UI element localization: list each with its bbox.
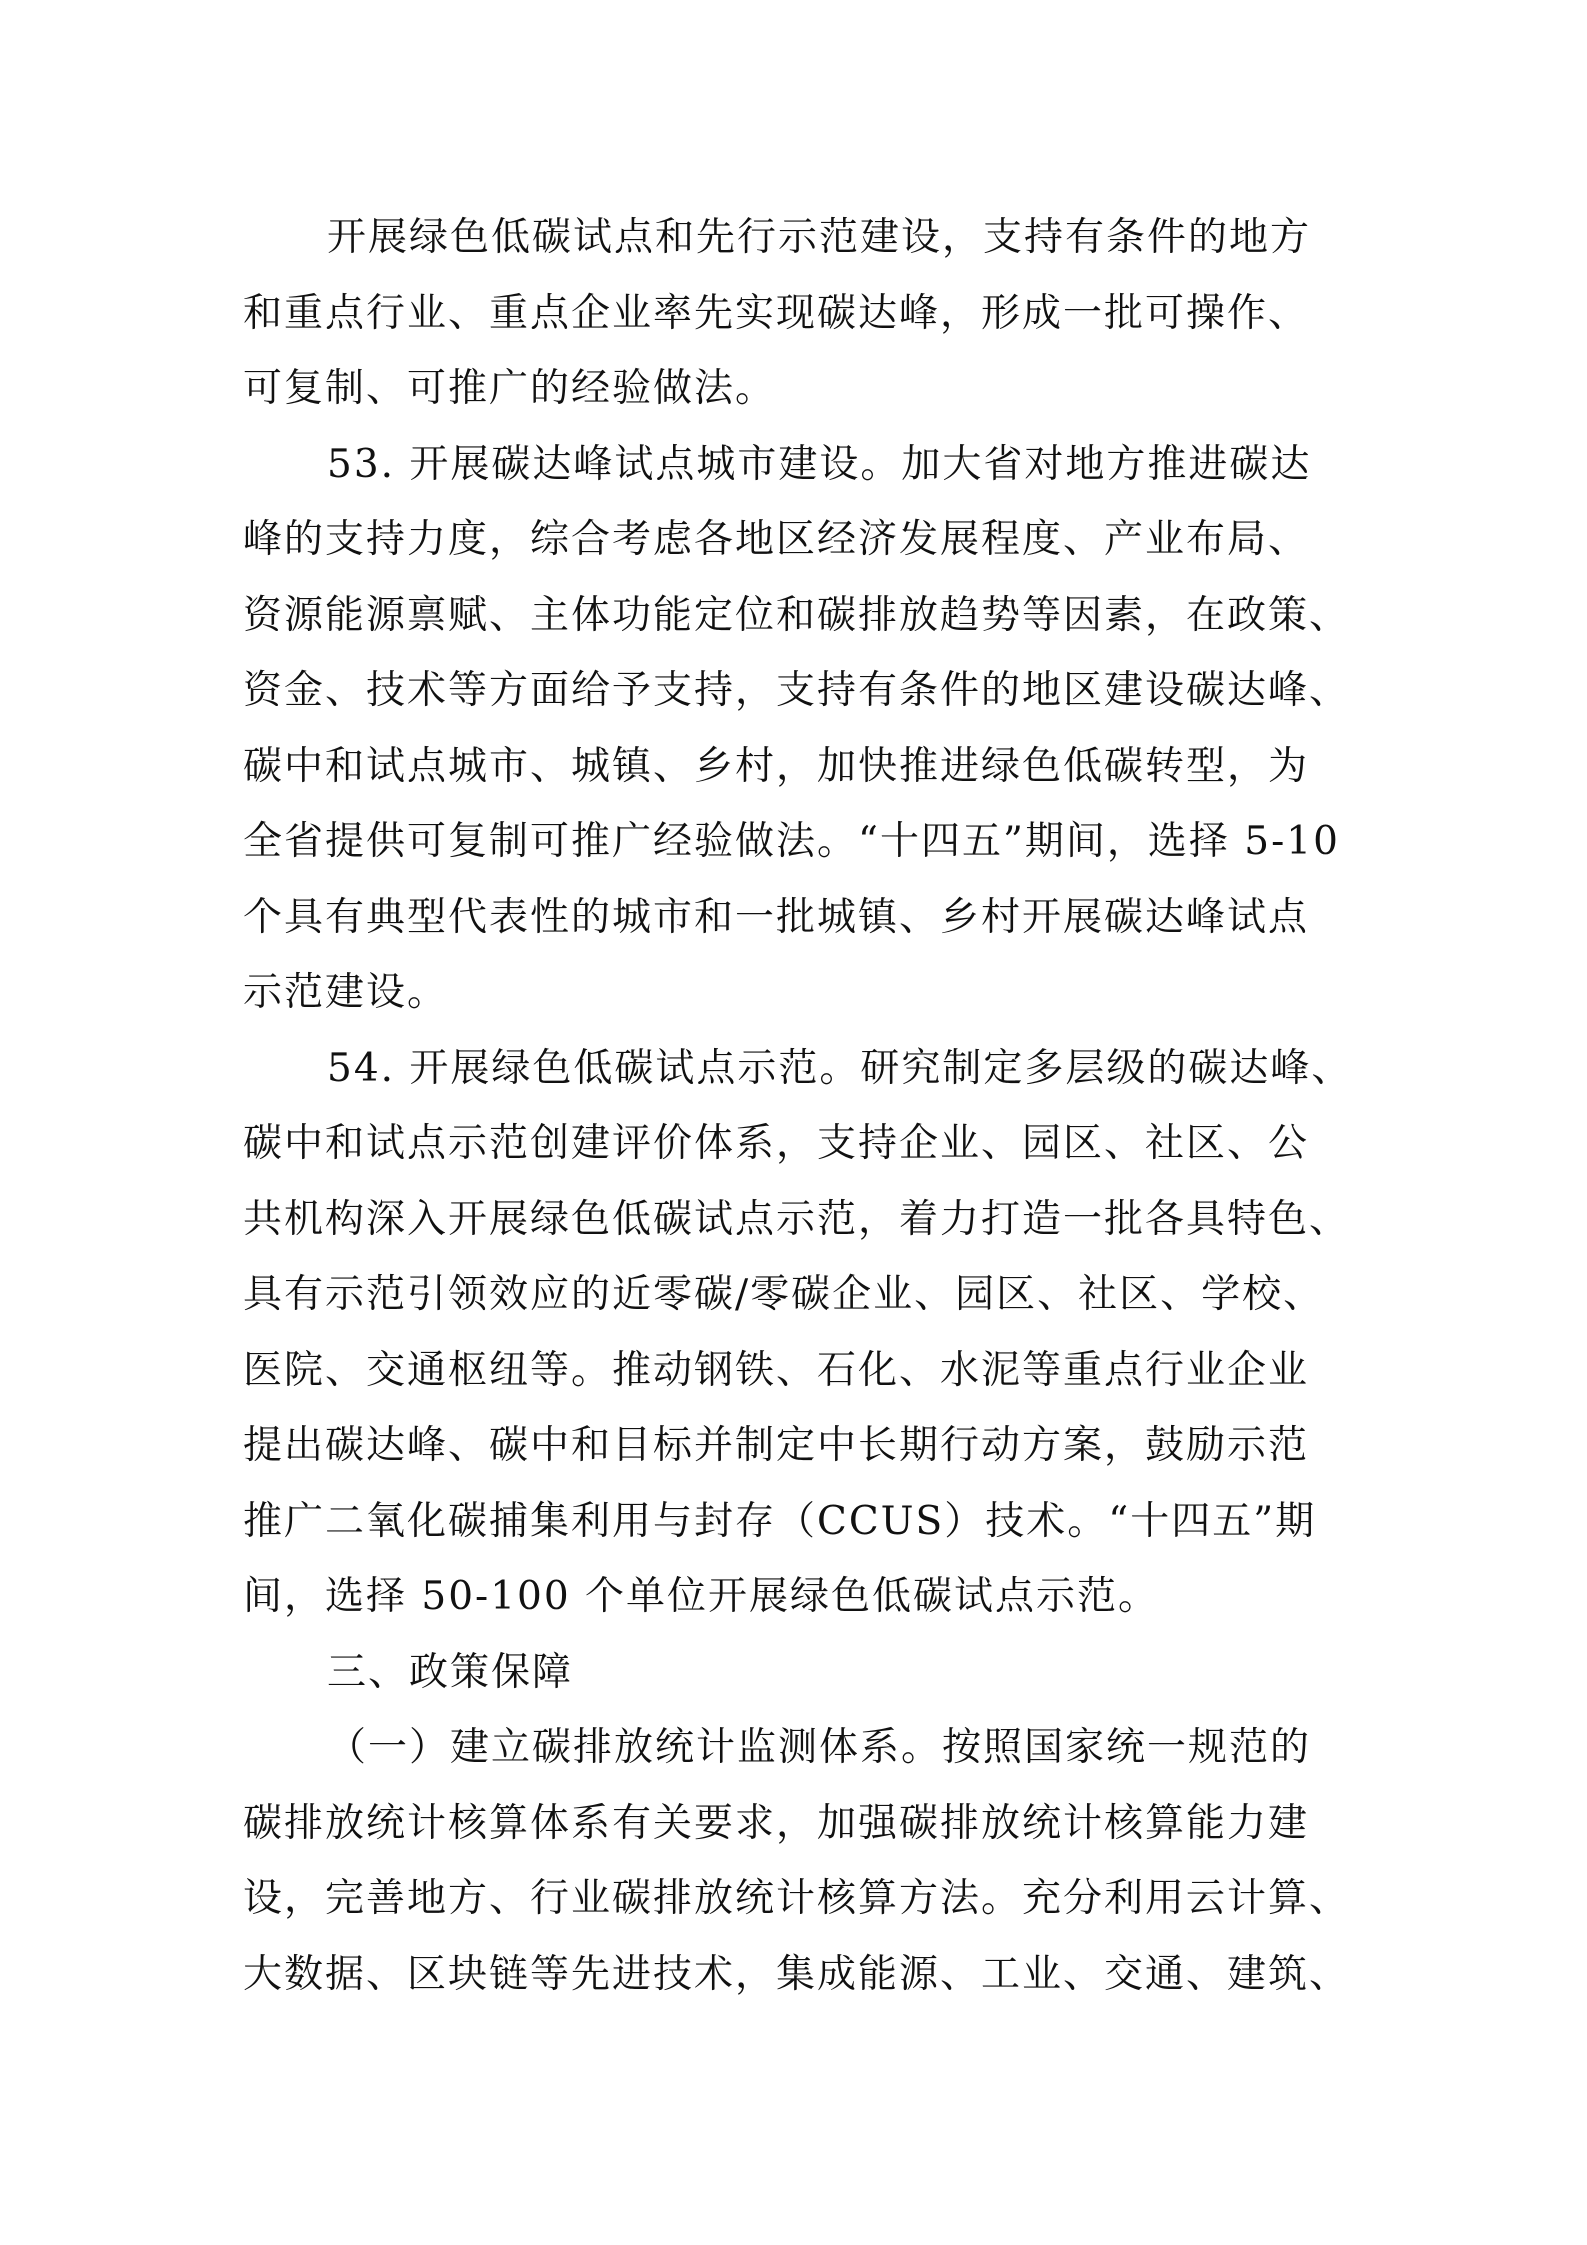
text-line: 具有示范引领效应的近零碳/零碳企业、园区、社区、学校、 [243, 1272, 1325, 1317]
text-line: 碳中和试点示范创建评价体系，支持企业、园区、社区、公 [243, 1121, 1310, 1166]
text-line: 提出碳达峰、碳中和目标并制定中长期行动方案，鼓励示范 [243, 1423, 1310, 1468]
text-line: 设，完善地方、行业碳排放统计核算方法。充分利用云计算、 [243, 1876, 1351, 1921]
text-line: 53. 开展碳达峰试点城市建设。加大省对地方推进碳达 [327, 441, 1312, 487]
text-line: 示范建设。 [243, 970, 449, 1015]
text-line: 54. 开展绿色低碳试点示范。研究制定多层级的碳达峰、 [327, 1045, 1353, 1091]
text-line: 个具有典型代表性的城市和一批城镇、乡村开展碳达峰试点 [243, 894, 1310, 940]
text-line: 碳排放统计核算体系有关要求，加强碳排放统计核算能力建 [243, 1800, 1310, 1846]
text-line: 全省提供可复制可推广经验做法。“十四五”期间，选择 5-10 [243, 819, 1340, 864]
text-line: 碳中和试点城市、城镇、乡村，加快推进绿色低碳转型，为 [243, 743, 1310, 789]
text-line: 推广二氧化碳捕集利用与封存（CCUS）技术。“十四五”期 [243, 1498, 1317, 1544]
text-line: 医院、交通枢纽等。推动钢铁、石化、水泥等重点行业企业 [243, 1347, 1310, 1393]
text-line: （一）建立碳排放统计监测体系。按照国家统一规范的 [327, 1725, 1312, 1770]
text-line: 可复制、可推广的经验做法。 [243, 366, 777, 411]
text-line: 资源能源禀赋、主体功能定位和碳排放趋势等因素，在政策、 [243, 592, 1351, 638]
body-text [243, 200, 1363, 2012]
text-line: 开展绿色低碳试点和先行示范建设，支持有条件的地方 [327, 215, 1312, 260]
text-line: 共机构深入开展绿色低碳试点示范，着力打造一批各具特色、 [243, 1196, 1351, 1242]
text-line: 和重点行业、重点企业率先实现碳达峰，形成一批可操作、 [243, 290, 1310, 336]
text-line: 资金、技术等方面给予支持，支持有条件的地区建设碳达峰、 [243, 668, 1351, 713]
text-line: 大数据、区块链等先进技术，集成能源、工业、交通、建筑、 [243, 1951, 1351, 1997]
text-line: 峰的支持力度，综合考虑各地区经济发展程度、产业布局、 [243, 517, 1310, 562]
text-line: 三、政策保障 [327, 1649, 574, 1695]
text-line: 间，选择 50-100 个单位开展绿色低碳试点示范。 [243, 1574, 1160, 1619]
